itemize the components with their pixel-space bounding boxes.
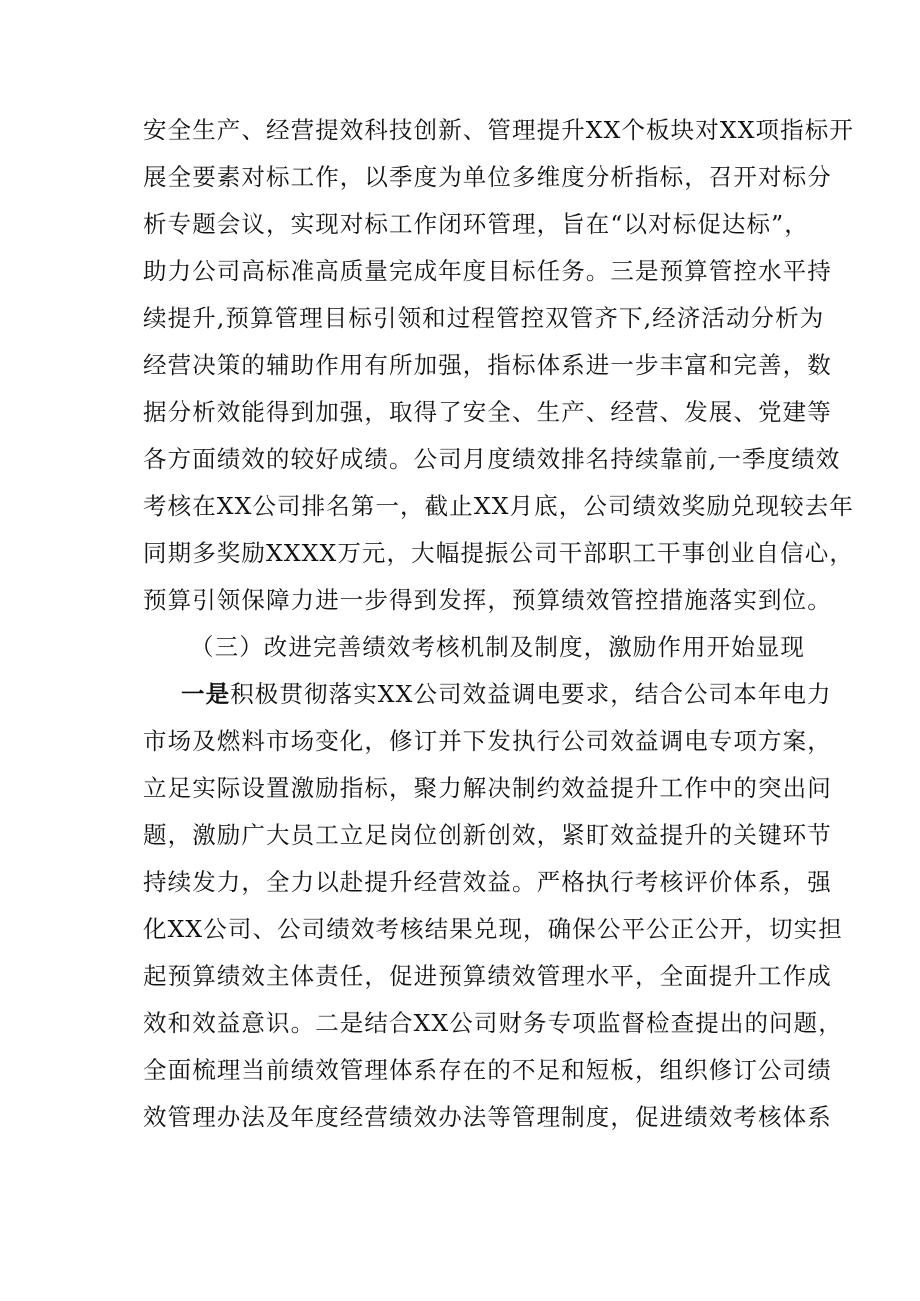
body-text-line: 题，激励广大员工立足岗位创新创效，紧盯效益提升的关键环节 (143, 821, 832, 849)
body-text-line: 起预算绩效主体责任，促进预算绩效管理水平，全面提升工作成 (143, 962, 832, 990)
paragraph-first-line (143, 671, 832, 718)
body-text-line: 展全要素对标工作，以季度为单位多维度分析指标，召开对标分 (143, 163, 832, 191)
body-text-span: 积极贯彻落实XX公司效益调电要求，结合公司本年电力 (230, 680, 832, 708)
body-text-line: 立足实际设置激励指标，聚力解决制约效益提升工作中的突出问 (143, 774, 832, 802)
body-text-line: 续提升,预算管理目标引领和过程管控双管齐下,经济活动分析为 (143, 304, 825, 332)
body-text-line: 析专题会议，实现对标工作闭环管理，旨在“以对标促达标”， (143, 210, 809, 238)
section-heading: （三）改进完善绩效考核机制及制度，激励作用开始显现 (190, 633, 805, 661)
body-text-line: 经营决策的辅助作用有所加强，指标体系进一步丰富和完善，数 (143, 351, 832, 379)
body-text-line: 效管理办法及年度经营绩效办法等管理制度，促进绩效考核体系 (143, 1103, 832, 1131)
body-text-line: 化XX公司、公司绩效考核结果兑现，确保公平公正公开，切实担 (143, 915, 843, 943)
body-text-line: 据分析效能得到加强，取得了安全、生产、经营、发展、党建等 (143, 398, 832, 426)
body-text-line: 市场及燃料市场变化，修订并下发执行公司效益调电专项方案， (143, 727, 832, 755)
body-text-line: 全面梳理当前绩效管理体系存在的不足和短板，组织修订公司绩 (143, 1056, 832, 1084)
body-text-line: 安全生产、经营提效科技创新、管理提升XX个板块对XX项指标开 (143, 116, 854, 144)
body-text-line: 同期多奖励XXXX万元，大幅提振公司干部职工干事创业自信心， (143, 539, 854, 567)
bold-lead-phrase: 一是 (181, 680, 231, 708)
document-body (143, 107, 854, 1141)
body-text-line: 助力公司高标准高质量完成年度目标任务。三是预算管控水平持 (143, 257, 832, 285)
body-text-line: 效和效益意识。二是结合XX公司财务专项监督检查提出的问题， (143, 1009, 843, 1037)
body-text-line: 预算引领保障力进一步得到发挥，预算绩效管控措施落实到位。 (143, 586, 832, 614)
body-text-line: 考核在XX公司排名第一，截止XX月底，公司绩效奖励兑现较去年 (143, 492, 854, 520)
body-text-line: 各方面绩效的较好成绩。公司月度绩效排名持续靠前,一季度绩效 (143, 445, 841, 473)
body-text-line: 持续发力，全力以赴提升经营效益。严格执行考核评价体系，强 (143, 868, 832, 896)
